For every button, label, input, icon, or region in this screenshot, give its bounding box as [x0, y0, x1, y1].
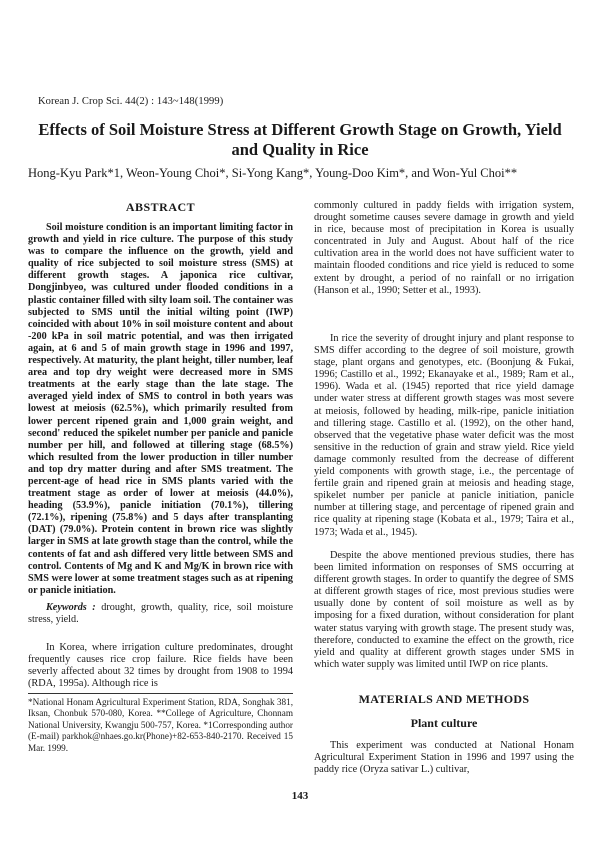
intro-paragraph-right-1: commonly cultured in paddy fields with irrigation system, drought sometime causes severe damage in growth and yield in rice, because most of precipitation in Korea is usually concentrated in July and August. About half of the rice cultivation area in the world does not have sufficient water to maintain flooded conditions and rice yield is reduced to some extent by drought, a period of no rainfall or no irrigation (Hanson et al., 1990; Setter et al., 1993). [314, 200, 574, 296]
keywords-text: drought, growth, quality, rice, soil moisture stress, yield. [28, 602, 293, 626]
page-number: 143 [291, 790, 309, 802]
journal-citation: Korean J. Crop Sci. 44(2) : 143~148(1999) [38, 96, 224, 107]
keywords-label: Keywords : [46, 602, 96, 613]
intro-paragraph-left: In Korea, where irrigation culture predominates, drought frequently causes rice crop failure. Rice fields have been severly affected about 32 times by drought from 1908 to 1994 (RDA, 1995a). Although rice is [28, 642, 293, 690]
methods-heading: MATERIALS AND METHODS [358, 692, 530, 706]
footnote-rule [28, 693, 293, 694]
intro-paragraph-right-2: In rice the severity of drought injury and plant response to SMS differ according to the degree of soil moisture, growth stage, plant organs and genotypes, etc. (Boonjung & Fukai, 1996; Castillo et al., 1992; Ekanayake et al., 1989; Ram et al., 1996). Wada et al. (1945) reported that rice yield damage under water stress at different growth stages was most severe at meiosis, followed by heading, milk-ripe, panicle initiation and tillering stage. Castillo et al. (1992), on the other hand, observed that the vegetative phase water deficit was the most sensitive in the reduction of grain and straw yield. Rice yield damage commonly resulted from the decrease of different yield components with growth stage, i.e., the percentage of fertile grain and ripened grain at meiosis and heading stage, spikelet number per panicle at panicle initiation, panicle number at tillering stage, and percentage of ripened grain and rice quality at ripening stage (Kobata et al., 1979; Taira et al., 1973; Wada et al., 1945). [314, 333, 574, 538]
abstract-heading: ABSTRACT [125, 200, 196, 214]
keywords [28, 602, 293, 626]
affiliation-footnote: *National Honam Agricultural Experiment Station, RDA, Songhak 381, Iksan, Chonbuk 570-080, Korea. **College of Agriculture, Chonnam National University, Kwangju 500-757, Korea. *1Corresponding author (E-mail) parkhok@nhaes.go.kr(Phone)+82-653-840-2170. Received 15 Mar. 1999. [28, 697, 293, 753]
paper-title: Effects of Soil Moisture Stress at Different Growth Stage on Growth, Yield and Quality in Rice [38, 120, 562, 159]
abstract-body: Soil moisture condition is an important limiting factor in growth and yield in rice culture. The purpose of this study was to compare the influence on the growth, yield and quality of rice subjected to soil moisture stress (SMS) at different growth stages. A japonica rice cultivar, Dongjinbyeo, was cultured under flooded conditions in a plastic container filled with silty loam soil. The container was subjected to SMS until the initial wilting point (IWP) coincided with about 10% in soil moisture content and about -200 kPa in soil matric potential, and was then irrigated again, at 6 and 5 of main growth stage in 1996 and 1997, respectively. At maturity, the plant height, tiller number, leaf area and top dry weight were decreased more in SMS treatments at the early stage than the late stage. The averaged yield index of SMS to control in both years was lowest at meiosis (62.5%), which primarily resulted from lower percent ripened grain and 1,000 grain weight, and second' reduced the spikelet number per panicle and panicle number per hill, and followed at tillering stage (68.5%) which resulted from the lower production in tiller number and top dry matter during and after SMS treatment. The percent-age of head rice in SMS plants varied with the treatment stage as order of lower at meiosis (44.0%), heading (53.9%), panicle initiation (70.1%), tillering (72.1%), ripening (75.8%) and 5 days after transplanting (DAT) (79.0%). Protein content in brown rice was slightly larger in SMS at late growth stage than the control, while the contents of fat and ash differed very little between SMS and control. Contents of Mg and K and Mg/K in brown rice with SMS were lower at some treatment stages such as at ripening or panicle initiation. [28, 222, 293, 596]
author-list: Hong-Kyu Park*1, Weon-Young Choi*, Si-Yong Kang*, Young-Doo Kim*, and Won-Yul Choi** [28, 166, 518, 180]
intro-paragraph-right-3: Despite the above mentioned previous studies, there has been limited information on responses of SMS occurring at different growth stages. In order to quantify the degree of SMS at different growth stages of rice, most previous studies were usually done by content of soil moisture as well as by imposing for a fixed duration, without consideration for plant water status varying with growth stage. The present study was, therefore, conducted to examine the effect on the growth, rice yield and quality at different growth stages under SMS in which water supply was limited until IWP on rice plants. [314, 550, 574, 670]
plant-culture-paragraph: This experiment was conducted at National Honam Agricultural Experiment Station in 1996 and 1997 using the paddy rice (Oryza sativar L.) cultivar, [314, 740, 574, 776]
plant-culture-heading: Plant culture [410, 716, 478, 730]
